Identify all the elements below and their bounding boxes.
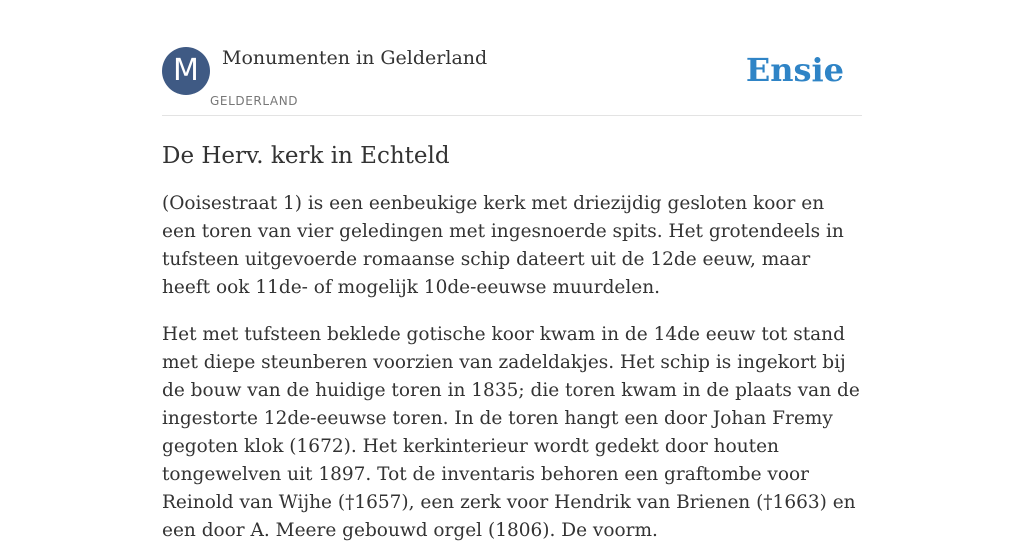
book-title-link[interactable]: Monumenten in Gelderland [222,47,488,69]
article-paragraph-2: Het met tufsteen beklede gotische koor kwam in de 14de eeuw tot stand met diepe steunberen voorzien van zadeldakjes. Het schip is ingekort bij de bouw van de huidige toren in 1835; die toren kwam in de plaats van de ingestorte 12de-eeuwse toren. In de toren hangt een door Johan Fremy gegoten klok (1672). Het kerkinterieur wordt gedekt door houten tongewelven uit 1897. Tot de inventaris behoren een graftombe voor Reinold van Wijhe (†1657), een zerk voor Hendrik van Brienen (†1663) en een door A. Meere gebouwd orgel (1806). De voorm. [162,324,860,541]
page-container [162,0,862,545]
header [162,0,862,116]
article-paragraph-1: (Ooisestraat 1) is een eenbeukige kerk met driezijdig gesloten koor en een toren van vier geledingen met ingesnoerde spits. Het grotendeels in tufsteen uitgevoerde romaanse schip dateert uit de 12de eeuw, maar heeft ook 11de- of mogelijk 10de-eeuwse muurdelen. [162,193,844,298]
brand-logo[interactable]: Ensie [745,51,844,89]
category-label[interactable]: GELDERLAND [210,94,299,108]
avatar[interactable]: M [162,47,210,95]
article-title: De Herv. kerk in Echteld [162,143,450,169]
